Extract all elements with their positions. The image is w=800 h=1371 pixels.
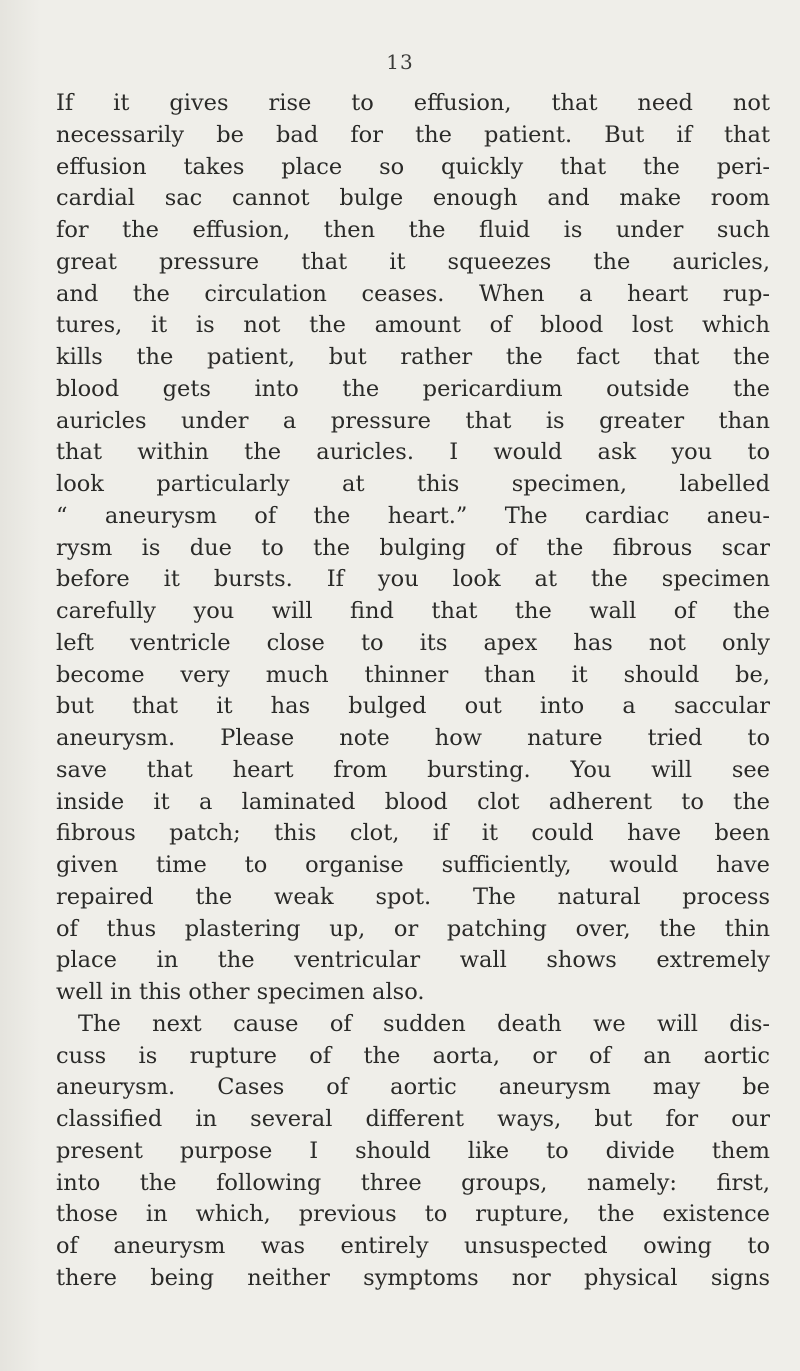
text-line: for the effusion, then the fluid is under such [56,217,770,243]
text-line: given time to organise sufficiently, would have [56,852,770,878]
text-line: If it gives rise to effusion, that need not [56,90,770,116]
text-line: fibrous patch; this clot, if it could have been [56,820,770,847]
text-line: become very much thinner than it should be, [56,661,770,688]
text-line: necessarily be bad for the patient. But if that [56,121,770,148]
text-line: place in the ventricular wall shows extremely [56,947,770,974]
text-line: look particularly at this specimen, labelled [56,471,770,497]
text-line: inside it a laminated blood clot adherent to the [56,788,770,815]
text-line: and the circulation ceases. When a heart rup- [56,280,770,307]
text-line: aneurysm. Cases of aortic aneurysm may be [56,1074,770,1101]
text-line: rysm is due to the bulging of the fibrous scar [56,534,770,561]
page-number: 13 [386,50,414,74]
text-line: save that heart from bursting. You will see [56,756,770,783]
text-line: effusion takes place so quickly that the peri- [56,153,770,180]
text-line: left ventricle close to its apex has not only [56,629,770,656]
text-line: carefully you will find that the wall of the [56,598,770,624]
text-line: of aneurysm was entirely unsuspected owing to [56,1233,770,1259]
text-line: kills the patient, but rather the fact that the [56,344,770,370]
body-text [56,88,770,1295]
text-line: auricles under a pressure that is greater than [56,407,770,434]
text-line: that within the auricles. I would ask you to [56,439,770,466]
text-line: The next cause of sudden death we will dis- [78,1010,770,1037]
text-line: cuss is rupture of the aorta, or of an aortic [56,1042,770,1069]
text-line: blood gets into the pericardium outside the [56,375,770,402]
text-line: repaired the weak spot. The natural process [56,883,770,910]
text-line: great pressure that it squeezes the auricles, [56,248,770,275]
page-gutter-shadow [0,0,40,1371]
text-line: cardial sac cannot bulge enough and make room [56,185,770,212]
text-line: aneurysm. Please note how nature tried to [56,725,770,751]
text-line: but that it has bulged out into a saccular [56,693,770,720]
text-line: “ aneurysm of the heart.” The cardiac aneu- [56,502,770,529]
text-line: of thus plastering up, or patching over, the thin [56,915,770,942]
text-line: into the following three groups, namely: first, [56,1169,770,1196]
text-line: present purpose I should like to divide them [56,1137,770,1164]
text-line: those in which, previous to rupture, the existence [56,1201,770,1228]
text-line: before it bursts. If you look at the specimen [56,566,770,593]
text-line: there being neither symptoms nor physical signs [56,1264,770,1291]
text-line: classified in several different ways, but for our [56,1106,770,1132]
text-line: well in this other specimen also. [56,979,425,1005]
text-line: tures, it is not the amount of blood lost which [56,312,770,339]
